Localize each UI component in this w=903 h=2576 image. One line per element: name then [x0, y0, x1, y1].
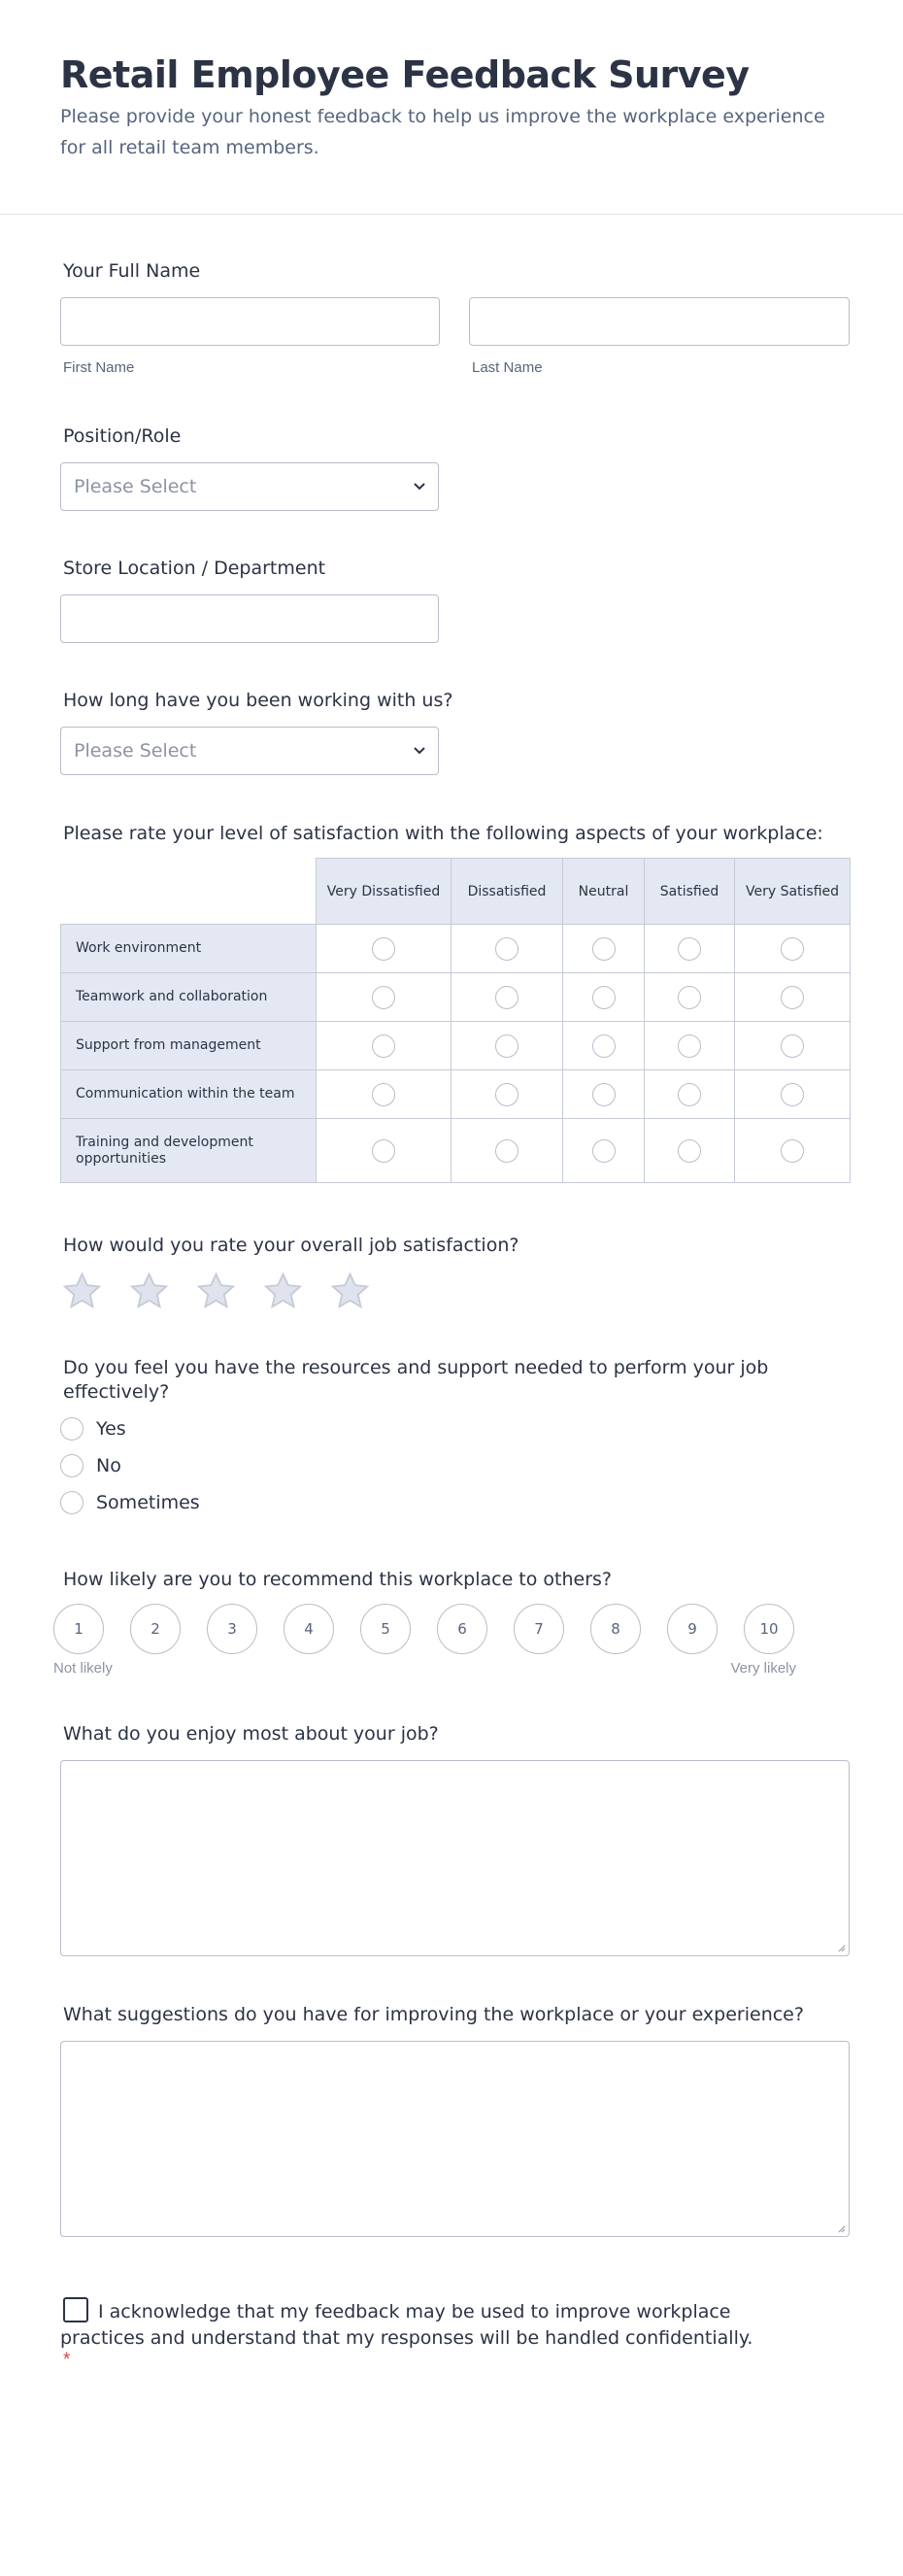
star-icon[interactable] — [328, 1270, 372, 1313]
acknowledgement-question — [60, 2297, 798, 2369]
matrix-radio[interactable] — [495, 937, 518, 961]
scale-option[interactable]: 6 — [437, 1604, 487, 1654]
matrix-radio[interactable] — [678, 1034, 701, 1058]
matrix-question — [60, 823, 851, 1183]
resources-question — [60, 1356, 837, 1521]
resources-options — [60, 1410, 837, 1521]
resources-option[interactable] — [60, 1447, 837, 1484]
matrix-radio[interactable] — [372, 1034, 395, 1058]
scale-option[interactable]: 10 — [744, 1604, 794, 1654]
matrix-radio[interactable] — [372, 1139, 395, 1163]
enjoy-textarea[interactable] — [60, 1760, 850, 1956]
matrix-row-label: Training and development opportunities — [61, 1119, 317, 1183]
matrix-radio[interactable] — [372, 1083, 395, 1106]
suggestions-label: What suggestions do you have for improving the workplace or your experience? — [63, 2004, 804, 2025]
position-question — [60, 425, 439, 511]
matrix-radio[interactable] — [781, 1139, 804, 1163]
scale-high-label: Very likely — [730, 1660, 796, 1677]
matrix-column-header: Dissatisfied — [452, 859, 563, 925]
scale-option[interactable]: 8 — [590, 1604, 641, 1654]
position-select[interactable] — [60, 462, 439, 511]
matrix-radio[interactable] — [781, 1083, 804, 1106]
matrix-radio[interactable] — [592, 937, 616, 961]
matrix-radio[interactable] — [592, 1139, 616, 1163]
matrix-radio[interactable] — [372, 937, 395, 961]
scale-option[interactable]: 1 — [53, 1604, 104, 1654]
suggestions-question — [60, 2004, 850, 2237]
matrix-label: Please rate your level of satisfaction with the following aspects of your workplace: — [63, 823, 823, 844]
rating-label: How would you rate your overall job satisfaction? — [63, 1235, 519, 1256]
tenure-selected-value: Please Select — [74, 740, 197, 762]
location-question — [60, 558, 439, 643]
radio-button[interactable] — [60, 1491, 84, 1514]
matrix-column-header: Neutral — [563, 859, 645, 925]
form-header — [0, 0, 903, 215]
matrix-radio[interactable] — [678, 986, 701, 1009]
position-label: Position/Role — [63, 425, 182, 447]
star-icon[interactable] — [60, 1270, 104, 1313]
satisfaction-matrix — [60, 858, 851, 1183]
enjoy-question — [60, 1723, 850, 1956]
matrix-radio[interactable] — [495, 1034, 518, 1058]
form-subtitle: Please provide your honest feedback to help us improve the workplace experience for all retail team members. — [60, 106, 825, 158]
matrix-radio[interactable] — [678, 1139, 701, 1163]
resources-option[interactable] — [60, 1410, 837, 1447]
matrix-corner — [61, 859, 317, 925]
acknowledgement-checkbox[interactable] — [63, 2297, 88, 2322]
matrix-radio[interactable] — [592, 1083, 616, 1106]
scale-low-label: Not likely — [53, 1660, 113, 1677]
matrix-row — [61, 1070, 851, 1119]
scale-option[interactable]: 3 — [207, 1604, 257, 1654]
acknowledgement-text: I acknowledge that my feedback may be used to improve workplace practices and understand that my responses will be handled confidentially. — [60, 2301, 753, 2349]
matrix-radio[interactable] — [678, 1083, 701, 1106]
matrix-column-header: Very Dissatisfied — [317, 859, 452, 925]
resources-label: Do you feel you have the resources and support needed to perform your job effectively? — [63, 1357, 769, 1403]
matrix-radio[interactable] — [372, 986, 395, 1009]
matrix-row-label: Support from management — [61, 1022, 317, 1070]
star-rating — [60, 1270, 518, 1313]
star-icon[interactable] — [194, 1270, 238, 1313]
suggestions-textarea[interactable] — [60, 2041, 850, 2237]
tenure-select[interactable] — [60, 727, 439, 775]
matrix-radio[interactable] — [495, 1139, 518, 1163]
recommend-label: How likely are you to recommend this workplace to others? — [63, 1569, 613, 1590]
tenure-label: How long have you been working with us? — [63, 690, 453, 711]
matrix-row-label: Teamwork and collaboration — [61, 973, 317, 1022]
scale-option[interactable]: 5 — [360, 1604, 411, 1654]
last-name-sublabel: Last Name — [472, 359, 543, 376]
scale-option[interactable]: 2 — [130, 1604, 181, 1654]
recommend-scale — [53, 1604, 796, 1654]
resize-grip-icon[interactable] — [836, 1943, 846, 1952]
matrix-row — [61, 973, 851, 1022]
scale-labels — [53, 1660, 796, 1679]
matrix-radio[interactable] — [781, 1034, 804, 1058]
tenure-question — [60, 690, 452, 775]
scale-option[interactable]: 7 — [514, 1604, 564, 1654]
full-name-label: Your Full Name — [63, 260, 201, 282]
matrix-row-label: Work environment — [61, 925, 317, 973]
matrix-radio[interactable] — [495, 986, 518, 1009]
rating-question — [60, 1235, 518, 1313]
scale-option[interactable]: 4 — [284, 1604, 334, 1654]
form-title: Retail Employee Feedback Survey — [60, 53, 750, 96]
matrix-row — [61, 925, 851, 973]
matrix-radio[interactable] — [678, 937, 701, 961]
location-input[interactable] — [60, 594, 439, 643]
matrix-row — [61, 1119, 851, 1183]
option-label: Yes — [96, 1418, 126, 1440]
radio-button[interactable] — [60, 1454, 84, 1477]
enjoy-label: What do you enjoy most about your job? — [63, 1723, 439, 1745]
matrix-radio[interactable] — [781, 937, 804, 961]
star-icon[interactable] — [127, 1270, 171, 1313]
position-selected-value: Please Select — [74, 476, 197, 497]
resources-option[interactable] — [60, 1484, 837, 1521]
matrix-row-label: Communication within the team — [61, 1070, 317, 1119]
required-mark: * — [63, 2350, 71, 2370]
option-label: No — [96, 1455, 121, 1476]
star-icon[interactable] — [261, 1270, 305, 1313]
first-name-input[interactable] — [60, 297, 440, 346]
chevron-down-icon — [413, 463, 426, 528]
matrix-column-header: Very Satisfied — [735, 859, 851, 925]
first-name-sublabel: First Name — [63, 359, 135, 376]
acknowledgement-row[interactable] — [60, 2297, 798, 2352]
last-name-input[interactable] — [469, 297, 850, 346]
scale-option[interactable]: 9 — [667, 1604, 718, 1654]
full-name-question — [60, 260, 850, 376]
matrix-column-header: Satisfied — [645, 859, 735, 925]
matrix-radio[interactable] — [781, 986, 804, 1009]
matrix-radio[interactable] — [592, 1034, 616, 1058]
chevron-down-icon — [413, 728, 426, 793]
matrix-radio[interactable] — [495, 1083, 518, 1106]
recommend-question — [53, 1569, 796, 1679]
radio-button[interactable] — [60, 1417, 84, 1441]
matrix-row — [61, 1022, 851, 1070]
matrix-radio[interactable] — [592, 986, 616, 1009]
resize-grip-icon[interactable] — [836, 2223, 846, 2233]
location-label: Store Location / Department — [63, 558, 326, 579]
option-label: Sometimes — [96, 1492, 200, 1513]
